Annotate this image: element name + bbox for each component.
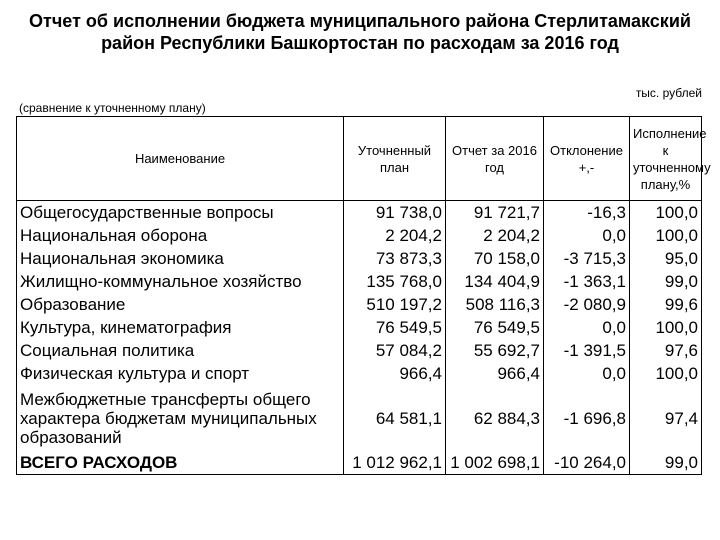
header-plan: Уточненный план bbox=[344, 117, 446, 201]
row-plan: 2 204,2 bbox=[344, 224, 446, 247]
row-plan: 76 549,5 bbox=[344, 316, 446, 339]
row-deviation: -16,3 bbox=[544, 201, 630, 225]
table-row bbox=[17, 362, 702, 385]
row-report: 70 158,0 bbox=[446, 247, 544, 270]
row-name: Межбюджетные трансферты общего характера бюджетам муниципальных образований bbox=[17, 385, 344, 451]
row-name: Образование bbox=[17, 293, 344, 316]
row-percent: 100,0 bbox=[630, 201, 702, 225]
row-name: Жилищно-коммунальное хозяйство bbox=[17, 270, 344, 293]
row-deviation: -1 391,5 bbox=[544, 339, 630, 362]
table-row bbox=[17, 224, 702, 247]
row-percent: 100,0 bbox=[630, 316, 702, 339]
row-percent: 99,0 bbox=[630, 270, 702, 293]
total-name: ВСЕГО РАСХОДОВ bbox=[17, 451, 344, 475]
row-plan: 57 084,2 bbox=[344, 339, 446, 362]
comparison-note: (сравнение к уточненному плану) bbox=[19, 101, 206, 115]
row-deviation: 0,0 bbox=[544, 316, 630, 339]
row-percent: 97,4 bbox=[630, 385, 702, 451]
table-row bbox=[17, 339, 702, 362]
table-header-row bbox=[17, 117, 702, 201]
row-deviation: -1 363,1 bbox=[544, 270, 630, 293]
header-deviation: Отклонение +,- bbox=[544, 117, 630, 201]
table-row bbox=[17, 247, 702, 270]
row-percent: 95,0 bbox=[630, 247, 702, 270]
row-plan: 135 768,0 bbox=[344, 270, 446, 293]
row-report: 2 204,2 bbox=[446, 224, 544, 247]
row-percent: 100,0 bbox=[630, 362, 702, 385]
row-name: Физическая культура и спорт bbox=[17, 362, 344, 385]
table-row bbox=[17, 201, 702, 225]
total-row bbox=[17, 451, 702, 475]
row-deviation: -3 715,3 bbox=[544, 247, 630, 270]
row-name: Национальная оборона bbox=[17, 224, 344, 247]
total-deviation: -10 264,0 bbox=[544, 451, 630, 475]
total-percent: 99,0 bbox=[630, 451, 702, 475]
row-plan: 73 873,3 bbox=[344, 247, 446, 270]
row-deviation: -2 080,9 bbox=[544, 293, 630, 316]
row-name: Национальная экономика bbox=[17, 247, 344, 270]
header-report: Отчет за 2016 год bbox=[446, 117, 544, 201]
units-label: тыс. рублей bbox=[635, 86, 702, 100]
header-name: Наименование bbox=[17, 117, 344, 201]
row-report: 508 116,3 bbox=[446, 293, 544, 316]
row-plan: 966,4 bbox=[344, 362, 446, 385]
row-report: 76 549,5 bbox=[446, 316, 544, 339]
row-plan: 510 197,2 bbox=[344, 293, 446, 316]
row-percent: 99,6 bbox=[630, 293, 702, 316]
row-deviation: 0,0 bbox=[544, 362, 630, 385]
row-name: Культура, кинематография bbox=[17, 316, 344, 339]
row-plan: 64 581,1 bbox=[344, 385, 446, 451]
row-plan: 91 738,0 bbox=[344, 201, 446, 225]
table-row bbox=[17, 293, 702, 316]
page-title bbox=[0, 10, 720, 54]
total-plan: 1 012 962,1 bbox=[344, 451, 446, 475]
row-report: 134 404,9 bbox=[446, 270, 544, 293]
budget-table bbox=[16, 116, 711, 475]
row-name: Социальная политика bbox=[17, 339, 344, 362]
table-row bbox=[17, 270, 702, 293]
title-line-1: Отчет об исполнении бюджета муниципального района Стерлитамакский bbox=[29, 11, 691, 31]
row-report: 91 721,7 bbox=[446, 201, 544, 225]
row-report: 55 692,7 bbox=[446, 339, 544, 362]
row-report: 966,4 bbox=[446, 362, 544, 385]
header-percent: Исполнение к уточненному плану,% bbox=[630, 117, 702, 201]
row-deviation: -1 696,8 bbox=[544, 385, 630, 451]
row-percent: 100,0 bbox=[630, 224, 702, 247]
row-percent: 97,6 bbox=[630, 339, 702, 362]
row-deviation: 0,0 bbox=[544, 224, 630, 247]
table-row bbox=[17, 385, 702, 451]
row-report: 62 884,3 bbox=[446, 385, 544, 451]
row-name: Общегосударственные вопросы bbox=[17, 201, 344, 225]
title-line-2: район Республики Башкортостан по расходам за 2016 год bbox=[101, 33, 619, 53]
table-row bbox=[17, 316, 702, 339]
total-report: 1 002 698,1 bbox=[446, 451, 544, 475]
